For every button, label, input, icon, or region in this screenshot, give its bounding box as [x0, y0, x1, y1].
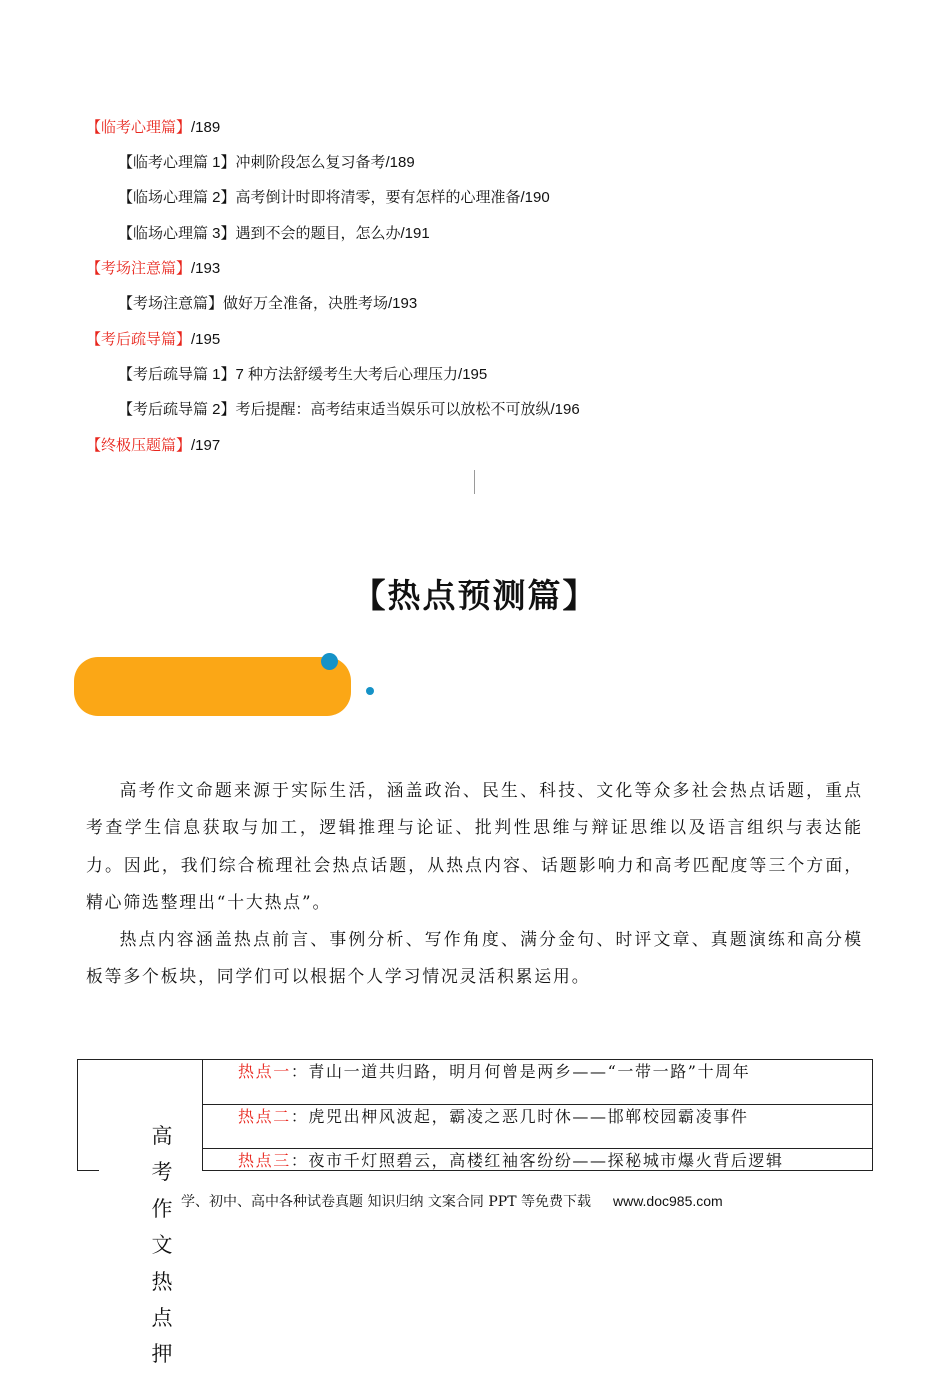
table-vertical-label	[150, 1118, 174, 1373]
table-row[interactable]	[238, 1106, 748, 1128]
toc-text: 遇到不会的题目，怎么办/191	[235, 225, 430, 242]
vertical-char: 点	[151, 1306, 173, 1331]
decorative-banner	[74, 657, 351, 716]
toc-item[interactable]	[118, 153, 415, 173]
toc-item[interactable]	[118, 365, 487, 385]
table-row[interactable]	[238, 1061, 750, 1083]
hot-topic-label: 热点三	[238, 1151, 291, 1170]
toc-tag: 【临场心理篇 2】	[118, 189, 236, 206]
table-border	[202, 1059, 203, 1171]
table-border	[77, 1059, 873, 1060]
hot-topic-label: 热点一	[238, 1062, 291, 1081]
toc-item[interactable]	[86, 259, 220, 279]
table-row-divider	[202, 1148, 873, 1149]
decorative-dot-large	[321, 653, 338, 670]
toc-text: /193	[191, 260, 221, 277]
text-cursor-divider	[474, 470, 475, 494]
table-border	[872, 1059, 873, 1171]
vertical-char: 高	[151, 1124, 173, 1148]
toc-item[interactable]	[118, 224, 430, 244]
toc-text: 考后提醒：高考结束适当娱乐可以放松不可放纵/196	[235, 401, 580, 418]
hot-topic-text: ：青山一道共归路，明月何曾是两乡——“一带一路”十周年	[290, 1062, 751, 1081]
toc-tag: 【考场注意篇】	[86, 260, 192, 277]
toc-item[interactable]	[86, 330, 220, 350]
toc-item[interactable]	[86, 118, 220, 138]
intro-paragraph: 高考作文命题来源于实际生活，涵盖政治、民生、科技、文化等众多社会热点话题，重点考查学生信息获取与加工，逻辑推理与论证、批判性思维与辩证思维以及语言组织与表达能力。因此，我们综合梳理社会热点话题，从热点内容、话题影响力和高考匹配度等三个方面，精心筛选整理出“十大热点”。	[86, 780, 863, 912]
toc-tag: 【临考心理篇】	[86, 119, 192, 136]
toc-text: 做好万全准备，决胜考场/193	[223, 295, 418, 312]
hot-topic-text: ：夜市千灯照碧云，高楼红袖客纷纷——探秘城市爆火背后逻辑	[290, 1151, 784, 1170]
toc-item[interactable]	[86, 436, 220, 456]
footer-url[interactable]: www.doc985.com	[612, 1193, 723, 1209]
toc-text: 高考倒计时即将清零，要有怎样的心理准备/190	[235, 189, 550, 206]
toc-tag: 【考场注意篇】	[118, 295, 224, 312]
toc-tag: 【考后疏导篇 2】	[118, 401, 236, 418]
toc-text: /197	[191, 437, 221, 454]
toc-text: 冲刺阶段怎么复习备考/189	[235, 154, 415, 171]
toc-text: /189	[191, 119, 221, 136]
toc-text: 7 种方法舒缓考生大考后心理压力/195	[235, 366, 488, 383]
section-title: 【热点预测篇】	[352, 576, 598, 615]
toc-item[interactable]	[118, 400, 580, 420]
hot-topic-text: ：虎兕出柙风波起，霸凌之恶几时休——邯郸校园霸凌事件	[290, 1107, 749, 1126]
table-row-divider	[202, 1104, 873, 1105]
toc-tag: 【临考心理篇 1】	[118, 154, 236, 171]
table-row[interactable]	[238, 1150, 784, 1172]
toc-text: /195	[191, 331, 221, 348]
toc-item[interactable]	[118, 188, 550, 208]
table-border	[77, 1170, 99, 1171]
intro-paragraph: 热点内容涵盖热点前言、事例分析、写作角度、满分金句、时评文章、真题演练和高分模板等多个板块，同学们可以根据个人学习情况灵活积累运用。	[86, 929, 863, 987]
hot-topic-label: 热点二	[238, 1107, 291, 1126]
page-footer	[181, 1191, 723, 1212]
toc-tag: 【考后疏导篇 1】	[118, 366, 236, 383]
toc-tag: 【考后疏导篇】	[86, 331, 192, 348]
decorative-dot-small	[366, 687, 374, 695]
table-border	[77, 1059, 78, 1171]
vertical-char: 作	[151, 1196, 173, 1221]
footer-text: 学、初中、高中各种试卷真题 知识归纳 文案合同 PPT 等免费下载	[181, 1194, 591, 1210]
vertical-char: 文	[151, 1233, 173, 1258]
toc-tag: 【终极压题篇】	[86, 437, 192, 454]
toc-tag: 【临场心理篇 3】	[118, 225, 236, 242]
toc-item[interactable]	[118, 294, 417, 314]
vertical-char: 热	[151, 1269, 173, 1294]
vertical-char: 考	[151, 1160, 173, 1185]
vertical-char: 押	[151, 1342, 173, 1367]
